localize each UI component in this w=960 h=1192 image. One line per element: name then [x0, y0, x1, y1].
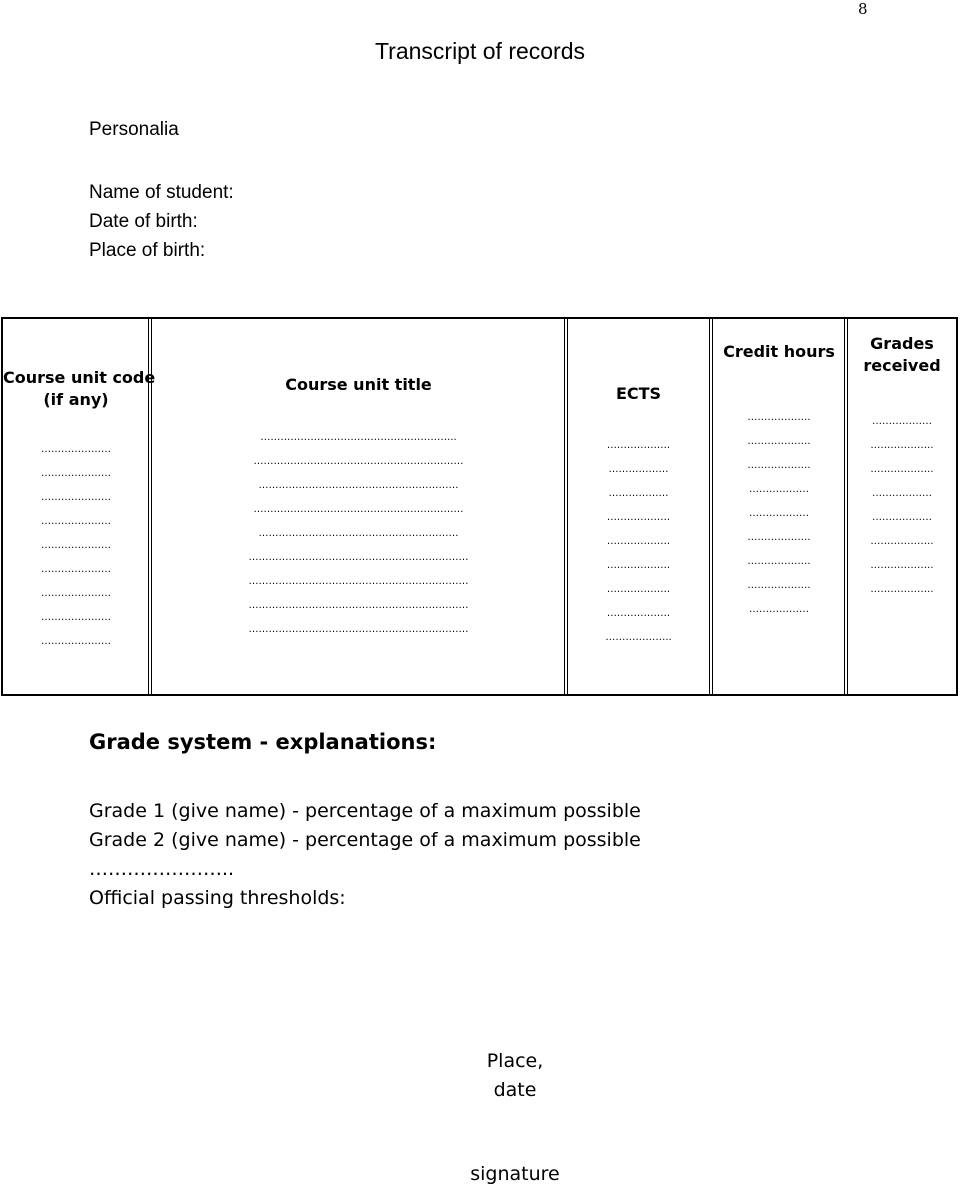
placeholder-lines: ………………. ……………… ……………… ………………. ………………. ………………. ………………. ………………. ………………..	[605, 440, 672, 643]
signature-label: signature	[470, 1163, 560, 1185]
column-grades-received	[848, 319, 956, 694]
placeholder-lines: ………………………………………………….. ……………………………………………………… …………………………………………………… ……………………………………………………… …………………………………………………… ………………………………………………………… ………………………………………………………… ………………………………………………………… …………………………………………………………	[248, 432, 469, 635]
date-of-birth-label: Date of birth:	[89, 211, 198, 232]
page-number: 8	[858, 0, 868, 18]
personalia-heading: Personalia	[89, 119, 179, 140]
column-course-code	[3, 319, 156, 694]
place-date-block	[455, 1047, 575, 1105]
column-header: Course unit title	[285, 375, 432, 394]
grade-placeholder-line: …………………..	[89, 858, 235, 880]
grade-system-heading: Grade system - explanations:	[89, 730, 437, 754]
column-header: ECTS	[615, 384, 662, 403]
placeholder-lines: ………………. ………………. ………………. ……………… ……………… ………………. ………………. ………………. ………………	[747, 412, 811, 615]
name-of-student-label: Name of student:	[89, 182, 234, 203]
grade-system-lines	[89, 797, 641, 913]
column-header: Credit hours	[723, 342, 835, 361]
personal-fields	[89, 178, 234, 265]
place-label: Place,	[486, 1050, 544, 1072]
column-credit-hours	[713, 319, 845, 694]
date-label: date	[493, 1079, 537, 1101]
grade-2-line: Grade 2 (give name) - percentage of a maximum possible	[89, 829, 641, 851]
grade-1-line: Grade 1 (give name) - percentage of a maximum possible	[89, 800, 641, 822]
column-ects	[568, 319, 709, 694]
transcript-table	[1, 317, 958, 696]
page-title: Transcript of records	[374, 38, 586, 64]
column-header: Course unit code (if any)	[3, 368, 156, 409]
column-course-title	[152, 319, 565, 694]
placeholder-lines: ………………… ………………… ………………… ………………… ………………… ………………… ………………… ………………… …………………	[41, 444, 111, 647]
passing-thresholds-label: Official passing thresholds:	[89, 887, 346, 909]
placeholder-lines: ……………… ………………. ………………. ……………… ……………… ………………. ………………. ……………….	[870, 416, 934, 595]
place-of-birth-label: Place of birth:	[89, 240, 206, 261]
column-header: Grades received	[863, 334, 941, 375]
